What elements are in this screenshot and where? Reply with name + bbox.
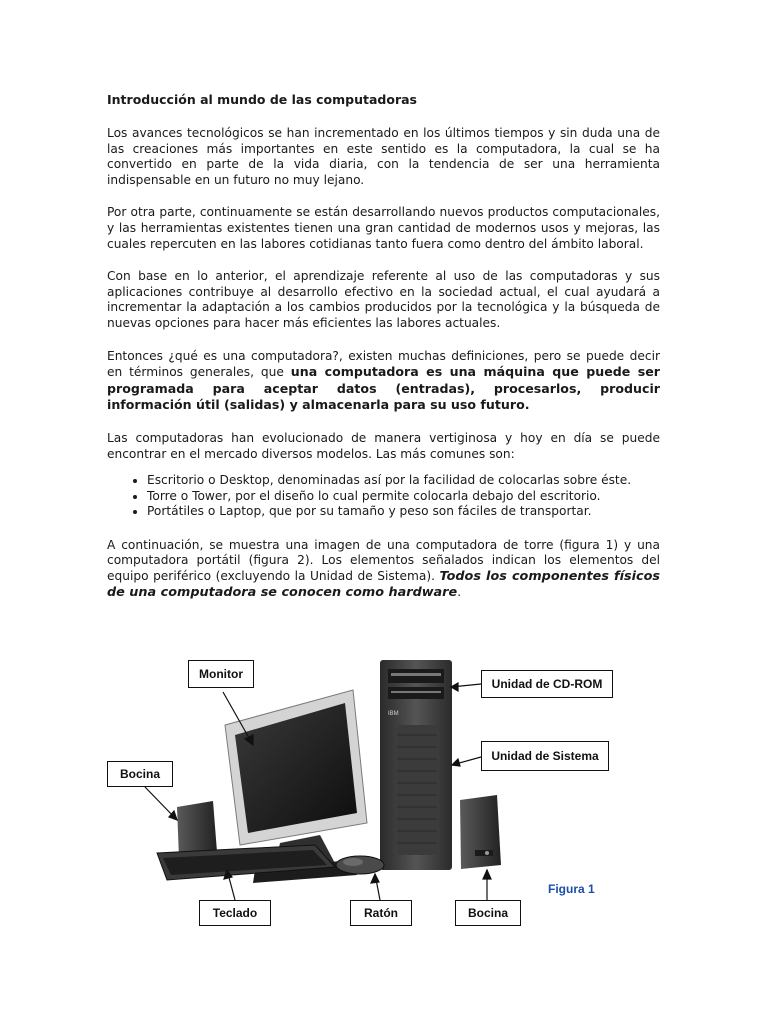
paragraph-2: Por otra parte, continuamente se están desarrollando nuevos productos computacionales, y las herramientas existentes tienen una gran cantidad de modernos usos y mejoras, las cuales repercuten en las labores cotidianas tanto fuera como dentro del ámbito laboral. (107, 205, 660, 251)
computer-definition: una computadora es una máquina que puede ser programada para aceptar datos (entradas), procesarlos, producir información útil (salidas) y almacenarla para su uso futuro. (107, 364, 660, 413)
right-speaker (460, 795, 501, 869)
system-unit-arrowhead (452, 759, 460, 766)
list-item: • Portátiles o Laptop, que por su tamaño y peso son fáciles de transportar. (147, 504, 660, 520)
figure-caption: Figura 1 (548, 882, 595, 896)
paragraph-5: Las computadoras han evolucionado de manera vertiginosa y hoy en día se puede encontrar en el mercado diversos modelos. Las más comunes son: (107, 430, 660, 461)
list-item: • Torre o Tower, por el diseño lo cual permite colocarla debajo del escritorio. (147, 489, 660, 505)
document-title: Introducción al mundo de las computadoras (107, 92, 417, 107)
paragraph-4 (107, 349, 660, 414)
paragraph-1: Los avances tecnológicos se han incrementado en los últimos tiempos y sin duda una de las creaciones más importantes en este sentido es la computadora, la cual se ha convertido en parte de la vida diaria, con la tendencia de ser una herramienta indispensable en un futuro no muy lejano. (107, 126, 660, 187)
label-keyboard: Teclado (199, 900, 271, 926)
left-speaker (177, 801, 217, 858)
paragraph-6 (107, 538, 660, 600)
list-item: • Escritorio o Desktop, denominadas así por la facilidad de colocarlas sobre éste. (147, 473, 660, 489)
computer-types-list (107, 473, 660, 520)
label-cdrom: Unidad de CD-ROM (481, 670, 613, 698)
system-unit-tower (380, 660, 452, 870)
paragraph-6-lead: A continuación, se muestra una imagen de una computadora de torre (figura 1) y una computadora portátil (figura 2). Los elementos señalados indican los elementos del equipo periférico (excluyendo la Unidad de Sistema). (107, 537, 660, 584)
paragraph-6-end: . (457, 584, 462, 599)
brand-mark: IBM (388, 711, 399, 717)
label-left-speaker: Bocina (107, 761, 173, 787)
label-mouse: Ratón (350, 900, 412, 926)
label-system-unit: Unidad de Sistema (481, 741, 609, 771)
paragraph-3: Con base en lo anterior, el aprendizaje referente al uso de las computadoras y sus aplicaciones contribuye al desarrollo efectivo en la sociedad actual, el cual ayudará a incrementar la adaptación a los cambios producidos por la tecnológica y la búsqueda de nuevas opciones para hacer más eficientes las labores actuales. (107, 269, 660, 330)
cdrom-arrowhead (451, 683, 458, 691)
label-monitor: Monitor (188, 660, 254, 688)
mouse-arrowhead (371, 874, 379, 883)
computer-figure (105, 655, 625, 930)
mouse (336, 856, 384, 874)
label-right-speaker: Bocina (455, 900, 521, 926)
paragraph-4-lead: Entonces ¿qué es una computadora?, existen muchas definiciones, pero se puede decir en términos generales, que (107, 348, 660, 380)
document-body (107, 92, 660, 617)
right-speaker-arrowhead (483, 870, 491, 879)
hardware-definition: Todos los componentes físicos de una computadora se conocen como hardware (107, 569, 661, 600)
